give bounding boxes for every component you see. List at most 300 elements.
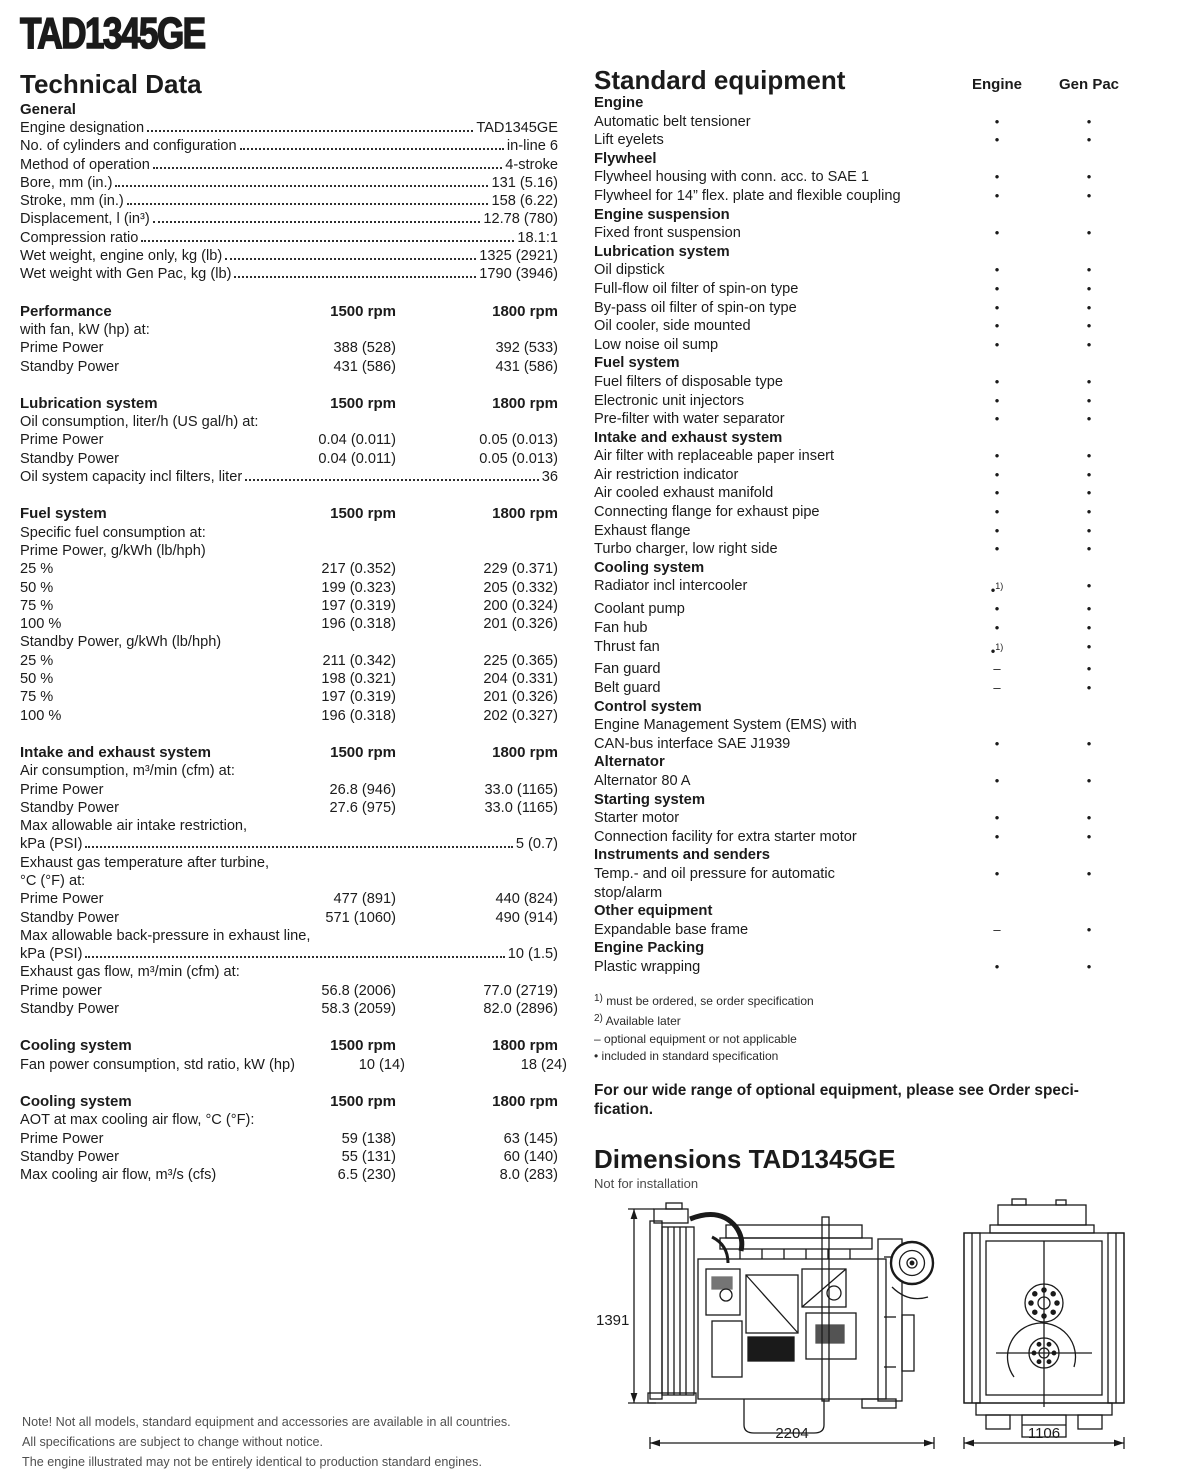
optional-note-line1: For our wide range of optional equipment, please see Order speci-	[594, 1081, 1079, 1099]
equipment-row	[594, 113, 1135, 132]
spec-row	[20, 119, 558, 137]
spec-label: Prime power	[20, 982, 102, 999]
engine-mark: •	[994, 392, 1000, 408]
spec-subheading: Exhaust gas temperature after turbine,	[20, 854, 270, 871]
equipment-label: Fan hub	[594, 619, 648, 636]
genpac-mark: •	[1086, 187, 1092, 203]
engine-mark: •	[994, 280, 1000, 296]
equipment-row	[594, 638, 1135, 661]
spec-value: TAD1345GE	[476, 120, 558, 136]
value-1500rpm: 58.3 (2059)	[321, 1001, 396, 1018]
equipment-label: Exhaust flange	[594, 522, 691, 539]
equipment-label: Full-flow oil filter of spin-on type	[594, 280, 799, 297]
section-title: Cooling system	[20, 1092, 132, 1110]
value-1800rpm: 63 (145)	[503, 1130, 558, 1147]
equipment-group-heading: Cooling system	[594, 559, 705, 576]
footnote-ref: 1)	[995, 641, 1004, 652]
genpac-mark: •	[1086, 541, 1092, 557]
engine-mark: •$^{1)}$	[990, 581, 1004, 598]
technical-data-title: Technical Data	[20, 69, 202, 99]
spec-value: 4-stroke	[505, 156, 558, 173]
equipment-row	[594, 828, 1135, 847]
section-title: Intake and exhaust system	[20, 743, 211, 761]
equipment-label: Oil dipstick	[594, 262, 665, 279]
equipment-row	[594, 809, 1135, 828]
engine-mark: –	[993, 661, 1001, 677]
equipment-row	[594, 577, 1135, 600]
genpac-mark: •	[1086, 411, 1092, 427]
engine-mark: •	[994, 318, 1000, 334]
genpac-mark: •	[1086, 448, 1092, 464]
spec-row	[20, 137, 558, 155]
section-header	[20, 744, 558, 762]
genpac-mark: •	[1086, 773, 1092, 789]
front-width-dimension-label: 1106	[1027, 1424, 1061, 1442]
footnote	[594, 990, 1135, 1011]
engine-mark: •	[994, 735, 1000, 751]
equipment-label: Expandable base frame	[594, 921, 749, 938]
spec-row	[20, 358, 558, 376]
footnote-text: Available later	[602, 1014, 681, 1029]
spec-label: Wet weight, engine only, kg (lb)	[20, 248, 223, 265]
genpac-mark: •	[1086, 485, 1092, 501]
equipment-label: Oil cooler, side mounted	[594, 318, 751, 335]
value-1500rpm: 0.04 (0.011)	[318, 432, 396, 449]
col-header-1500rpm: 1500 rpm	[330, 505, 396, 523]
equipment-label: Air cooled exhaust manifold	[594, 485, 774, 502]
footer-notes	[22, 1412, 511, 1472]
side-width-dimension-label: 2204	[775, 1424, 809, 1442]
engine-mark	[951, 716, 1043, 735]
footnote-marker: –	[594, 1031, 601, 1046]
value-1800rpm: 229 (0.371)	[483, 561, 558, 578]
standard-equipment-title: Standard equipment	[594, 65, 846, 95]
optional-equipment-note	[594, 1081, 1135, 1120]
spec-label: Prime Power	[20, 891, 104, 908]
spec-row	[20, 597, 558, 615]
optional-note-line2: fication.	[594, 1101, 653, 1119]
spec-value: 36	[541, 469, 558, 486]
spec-label: Standby Power	[20, 358, 119, 375]
spec-label: 25 %	[20, 652, 54, 669]
genpac-mark: •	[1086, 958, 1092, 974]
equipment-row	[594, 884, 1135, 903]
spec-row	[20, 156, 558, 174]
value-1800rpm: 202 (0.327)	[483, 707, 558, 724]
spec-value: 1325 (2921)	[479, 248, 558, 265]
genpac-mark: •	[1086, 828, 1092, 844]
value-1800rpm: 201 (0.326)	[483, 689, 558, 706]
dotted-leader	[85, 956, 504, 958]
equipment-row	[594, 958, 1135, 977]
equipment-label: By-pass oil filter of spin-on type	[594, 299, 797, 316]
value-1800rpm: 225 (0.365)	[483, 652, 558, 669]
equipment-label: Flywheel for 14” flex. plate and flexible coupling	[594, 187, 901, 204]
spec-row	[20, 799, 558, 817]
value-1500rpm: 211 (0.342)	[322, 652, 396, 669]
equipment-label: Connecting flange for exhaust pipe	[594, 504, 820, 521]
engine-mark: •	[994, 299, 1000, 315]
equipment-row	[594, 540, 1135, 559]
spec-label: 100 %	[20, 616, 62, 633]
dotted-leader	[240, 148, 504, 150]
spec-label: Standby Power	[20, 450, 119, 467]
section-header	[20, 1037, 558, 1055]
equipment-label: Fixed front suspension	[594, 225, 741, 242]
equipment-group-heading: Engine suspension	[594, 206, 730, 223]
dimension-drawings	[594, 1197, 1135, 1455]
value-1500rpm: 198 (0.321)	[321, 671, 396, 688]
value-1500rpm: 197 (0.319)	[321, 597, 396, 614]
value-1500rpm: 199 (0.323)	[321, 579, 396, 596]
engine-mark: •	[994, 522, 1000, 538]
equipment-label: stop/alarm	[594, 884, 663, 901]
value-1800rpm: 204 (0.331)	[483, 671, 558, 688]
engine-mark: •	[994, 504, 1000, 520]
spec-label: Prime Power	[20, 781, 104, 798]
col-header-1500rpm: 1500 rpm	[330, 743, 396, 761]
value-1800rpm: 18 (24)	[520, 1056, 567, 1073]
footer-note-line: The engine illustrated may not be entirely identical to production standard engines.	[22, 1455, 482, 1469]
spec-label: Displacement, l (in³)	[20, 211, 150, 228]
column-header-genpac: Gen Pac	[1058, 76, 1120, 93]
genpac-mark: •	[1086, 921, 1092, 937]
engine-mark: •	[994, 810, 1000, 826]
technical-section	[20, 1037, 567, 1074]
value-1500rpm: 0.04 (0.011)	[318, 450, 396, 467]
spec-row	[20, 229, 558, 247]
spec-subheading: Prime Power, g/kWh (lb/hph)	[20, 542, 206, 559]
engine-mark: •	[994, 262, 1000, 278]
genpac-mark: •	[1086, 735, 1092, 751]
spec-subheading: AOT at max cooling air flow, °C (°F):	[20, 1112, 255, 1129]
equipment-row	[594, 392, 1135, 411]
genpac-mark: •	[1086, 810, 1092, 826]
equipment-row	[594, 317, 1135, 336]
equipment-group-heading: Lubrication system	[594, 243, 730, 260]
equipment-group-heading: Other equipment	[594, 903, 713, 920]
spec-label: Bore, mm (in.)	[20, 174, 113, 191]
spec-row	[20, 670, 558, 688]
value-1800rpm: 200 (0.324)	[483, 597, 558, 614]
spec-label: Standby Power	[20, 909, 119, 926]
spec-label: 50 %	[20, 579, 54, 596]
footnote	[594, 1048, 1135, 1066]
engine-mark: •	[994, 866, 1000, 881]
spec-label: kPa (PSI)	[20, 946, 83, 963]
value-1500rpm: 26.8 (946)	[329, 781, 396, 798]
equipment-label: Fan guard	[594, 661, 661, 678]
footnote-text: included in standard specification	[598, 1049, 779, 1064]
spec-row	[20, 210, 558, 228]
engine-mark: •	[994, 336, 1000, 352]
spec-value: 18.1:1	[517, 229, 558, 246]
equipment-row	[594, 619, 1135, 638]
equipment-row	[594, 735, 1135, 754]
genpac-mark: •	[1086, 522, 1092, 538]
equipment-label: Fuel filters of disposable type	[594, 373, 784, 390]
equipment-label: Air restriction indicator	[594, 466, 739, 483]
engine-mark: –	[993, 680, 1001, 696]
spec-row	[20, 431, 558, 449]
col-header-1500rpm: 1500 rpm	[330, 1092, 396, 1110]
equipment-row	[594, 224, 1135, 243]
genpac-mark	[1043, 884, 1135, 903]
dotted-leader	[225, 258, 476, 260]
engine-mark: •	[994, 958, 1000, 974]
spec-label: 75 %	[20, 689, 54, 706]
equipment-label: Coolant pump	[594, 601, 685, 618]
equipment-row	[594, 865, 1135, 884]
spec-row	[20, 615, 558, 633]
equipment-row	[594, 466, 1135, 485]
spec-label: Stroke, mm (in.)	[20, 193, 124, 210]
spec-label: Wet weight with Gen Pac, kg (lb)	[20, 266, 232, 283]
dimensions-note: Not for installation	[594, 1175, 699, 1191]
equipment-label: Electronic unit injectors	[594, 392, 745, 409]
genpac-mark: •	[1086, 336, 1092, 352]
genpac-mark: •	[1086, 299, 1092, 315]
spec-value: 158 (6.22)	[491, 193, 558, 210]
spec-row	[20, 1148, 558, 1166]
technical-section	[20, 303, 558, 376]
genpac-mark: •	[1086, 262, 1092, 278]
spec-label: 100 %	[20, 707, 62, 724]
genpac-mark: •	[1086, 373, 1092, 389]
footnote-marker: •	[594, 1049, 599, 1064]
spec-subheading: Exhaust gas flow, m³/min (cfm) at:	[20, 964, 240, 981]
equipment-row	[594, 410, 1135, 429]
technical-sections	[20, 302, 567, 1185]
dotted-leader	[153, 167, 502, 169]
value-1500rpm: 56.8 (2006)	[321, 982, 396, 999]
equipment-row	[594, 261, 1135, 280]
equipment-group-heading: Instruments and senders	[594, 847, 770, 864]
engine-mark: •	[994, 448, 1000, 464]
equipment-label: Radiator incl intercooler	[594, 578, 748, 595]
equipment-label: Lift eyelets	[594, 132, 664, 149]
engine-mark: •	[994, 541, 1000, 557]
equipment-row	[594, 660, 1135, 679]
spec-subheading: Specific fuel consumption at:	[20, 524, 206, 541]
spec-row	[20, 1166, 558, 1184]
technical-section	[20, 505, 558, 725]
spec-row	[20, 468, 558, 486]
spec-label: Fan power consumption, std ratio, kW (hp)	[20, 1056, 295, 1073]
equipment-row	[594, 921, 1135, 940]
equipment-row	[594, 168, 1135, 187]
spec-row	[20, 890, 558, 908]
genpac-mark	[1043, 716, 1135, 735]
spec-label: Method of operation	[20, 156, 150, 173]
equipment-row	[594, 280, 1135, 299]
spec-label: Standby Power	[20, 1148, 119, 1165]
spec-row	[20, 450, 558, 468]
engine-mark: •	[994, 601, 1000, 617]
spec-subheading: Max allowable air intake restriction,	[20, 818, 248, 835]
spec-subheading: °C (°F) at:	[20, 872, 86, 889]
standard-equipment-column	[594, 66, 1135, 1455]
value-1500rpm: 477 (891)	[333, 891, 396, 908]
dotted-leader	[245, 479, 539, 481]
value-1800rpm: 0.05 (0.013)	[479, 432, 558, 449]
genpac-mark: •	[1086, 638, 1092, 654]
genpac-mark: •	[1086, 318, 1092, 334]
spec-value: in-line 6	[506, 138, 558, 155]
equipment-label: Belt guard	[594, 680, 661, 697]
spec-row	[20, 945, 558, 963]
spec-value: 5 (0.7)	[515, 836, 558, 853]
section-header	[20, 303, 558, 321]
equipment-label: Turbo charger, low right side	[594, 541, 778, 558]
value-1800rpm: 440 (824)	[495, 891, 558, 908]
col-header-1800rpm: 1800 rpm	[492, 1037, 558, 1055]
standard-equipment-header	[594, 66, 1135, 94]
footer-note-line: Note! Not all models, standard equipment and accessories are available in all countries.	[22, 1415, 511, 1429]
technical-section	[20, 395, 558, 486]
engine-mark: •	[994, 132, 1000, 148]
equipment-list	[594, 94, 1135, 977]
equipment-group-heading: Engine Packing	[594, 940, 705, 957]
equipment-row	[594, 716, 1135, 735]
spec-row	[20, 192, 558, 210]
value-1500rpm: 6.5 (230)	[337, 1167, 396, 1184]
engine-front-view-drawing	[956, 1197, 1134, 1455]
value-1800rpm: 33.0 (1165)	[484, 799, 558, 816]
value-1800rpm: 392 (533)	[495, 340, 558, 357]
spec-row	[20, 174, 558, 192]
engine-mark: •	[994, 828, 1000, 844]
value-1500rpm: 217 (0.352)	[321, 561, 396, 578]
spec-row	[20, 909, 558, 927]
engine-mark: •	[994, 619, 1000, 635]
footnote	[594, 1031, 1135, 1049]
spec-subheading: with fan, kW (hp) at:	[20, 321, 150, 338]
equipment-group-heading: Alternator	[594, 754, 665, 771]
column-header-engine: Engine	[971, 76, 1022, 93]
spec-value: 10 (1.5)	[507, 946, 558, 963]
footnote-marker: 1)	[594, 992, 603, 1004]
engine-mark: •	[994, 113, 1000, 129]
technical-section	[20, 1093, 558, 1184]
genpac-mark: •	[1086, 661, 1092, 677]
equipment-label: CAN-bus interface SAE J1939	[594, 735, 791, 752]
engine-mark: •	[994, 773, 1000, 789]
spec-label: Engine designation	[20, 120, 145, 136]
footnote-list	[594, 990, 1135, 1066]
spec-label: kPa (PSI)	[20, 836, 83, 853]
spec-row	[20, 707, 558, 725]
spec-value: 131 (5.16)	[491, 174, 558, 191]
spec-row	[20, 1056, 567, 1074]
equipment-group-heading: Control system	[594, 698, 702, 715]
value-1800rpm: 82.0 (2896)	[483, 1001, 558, 1018]
spec-subheading: Air consumption, m³/min (cfm) at:	[20, 763, 235, 780]
value-1500rpm: 196 (0.318)	[321, 616, 396, 633]
equipment-row	[594, 522, 1135, 541]
genpac-mark: •	[1086, 466, 1092, 482]
equipment-label: Pre-filter with water separator	[594, 411, 785, 428]
equipment-row	[594, 772, 1135, 791]
genpac-mark: •	[1086, 866, 1092, 881]
value-1800rpm: 8.0 (283)	[499, 1167, 558, 1184]
col-header-1500rpm: 1500 rpm	[330, 302, 396, 320]
equipment-row	[594, 299, 1135, 318]
footnote-text: optional equipment or not applicable	[600, 1031, 797, 1046]
equipment-row	[594, 131, 1135, 150]
spec-label: Max cooling air flow, m³/s (cfs)	[20, 1167, 217, 1184]
spec-label: Compression ratio	[20, 229, 139, 246]
engine-mark: •	[994, 373, 1000, 389]
section-title: Cooling system	[20, 1037, 132, 1055]
equipment-label: Engine Management System (EMS) with	[594, 717, 857, 734]
engine-side-view-drawing	[594, 1197, 946, 1455]
equipment-group-heading: Starting system	[594, 791, 706, 808]
equipment-label: Plastic wrapping	[594, 958, 701, 975]
dotted-leader	[141, 240, 514, 242]
equipment-label: Flywheel housing with conn. acc. to SAE 1	[594, 169, 869, 186]
equipment-row	[594, 447, 1135, 466]
spec-label: 50 %	[20, 671, 54, 688]
value-1800rpm: 201 (0.326)	[483, 616, 558, 633]
dotted-leader	[153, 221, 481, 223]
spec-label: No. of cylinders and configuration	[20, 138, 237, 155]
general-heading: General	[20, 101, 76, 118]
side-height-dimension-label: 1391	[596, 1311, 630, 1329]
equipment-label: Automatic belt tensioner	[594, 113, 751, 130]
equipment-label: Thrust fan	[594, 638, 660, 655]
spec-label: Prime Power	[20, 1130, 104, 1147]
spec-row	[20, 1000, 558, 1018]
genpac-mark: •	[1086, 113, 1092, 129]
value-1800rpm: 33.0 (1165)	[484, 781, 558, 798]
engine-mark	[951, 884, 1043, 903]
spec-row	[20, 339, 558, 357]
dotted-leader	[85, 846, 512, 848]
col-header-1800rpm: 1800 rpm	[492, 394, 558, 412]
value-1500rpm: 571 (1060)	[325, 909, 396, 926]
value-1500rpm: 10 (14)	[358, 1056, 405, 1073]
footnote-text: must be ordered, se order specification	[602, 993, 814, 1008]
general-spec-list	[20, 119, 558, 284]
section-title: Performance	[20, 302, 112, 320]
spec-value: 12.78 (780)	[483, 211, 558, 228]
equipment-group-heading: Fuel system	[594, 355, 680, 372]
value-1800rpm: 0.05 (0.013)	[479, 450, 558, 467]
spec-row	[20, 247, 558, 265]
spec-row	[20, 579, 558, 597]
col-header-1800rpm: 1800 rpm	[492, 302, 558, 320]
footer-note-line: All specifications are subject to change without notice.	[22, 1435, 324, 1449]
section-header	[20, 395, 558, 413]
equipment-row	[594, 336, 1135, 355]
genpac-mark: •	[1086, 578, 1092, 594]
genpac-mark: •	[1086, 601, 1092, 617]
genpac-mark: •	[1086, 619, 1092, 635]
spec-row	[20, 1130, 558, 1148]
value-1800rpm: 205 (0.332)	[483, 579, 558, 596]
engine-mark: •	[994, 411, 1000, 427]
product-model-logo: TAD1345GE	[20, 9, 205, 58]
engine-mark: •	[994, 485, 1000, 501]
spec-subheading: Standby Power, g/kWh (lb/hph)	[20, 634, 222, 651]
section-header	[20, 1093, 558, 1111]
engine-mark: •	[994, 187, 1000, 203]
value-1500rpm: 197 (0.319)	[321, 689, 396, 706]
dotted-leader	[234, 276, 476, 278]
dotted-leader	[147, 130, 473, 132]
equipment-label: Air filter with replaceable paper insert	[594, 448, 835, 465]
